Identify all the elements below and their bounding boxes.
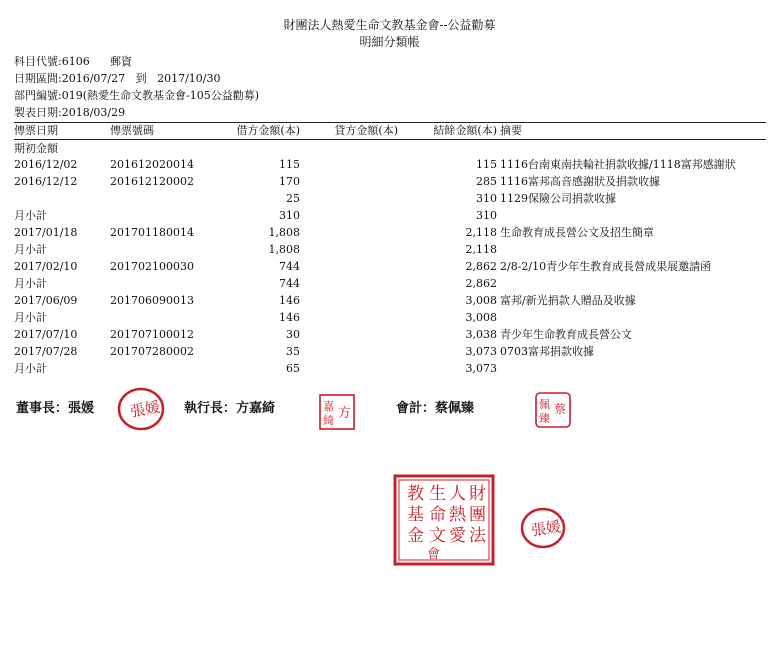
header-bottom-rule bbox=[14, 139, 766, 140]
row-debit: 146 bbox=[279, 311, 300, 324]
row-debit: 115 bbox=[279, 158, 300, 171]
svg-text:張媛: 張媛 bbox=[530, 517, 563, 540]
date-range: 日期區間:2016/07/27 到 2017/10/30 bbox=[14, 72, 221, 85]
row-debit: 744 bbox=[279, 260, 300, 273]
print-date: 製表日期:2018/03/29 bbox=[14, 106, 126, 119]
svg-text:人: 人 bbox=[449, 484, 466, 504]
svg-text:綺: 綺 bbox=[323, 414, 334, 427]
chairman-signature: 董事長：張媛 bbox=[16, 401, 95, 416]
row-balance: 285 bbox=[476, 175, 497, 188]
row-voucher: 201707280002 bbox=[110, 345, 194, 358]
col-header-voucher: 傳票號碼 bbox=[110, 124, 154, 137]
row-balance: 115 bbox=[476, 158, 497, 171]
svg-text:文: 文 bbox=[429, 526, 446, 546]
row-debit: 170 bbox=[279, 175, 300, 188]
row-debit: 1,808 bbox=[268, 243, 300, 256]
col-header-memo: 摘要 bbox=[500, 124, 522, 137]
row-memo: 1116台南東南扶輪社捐款收據/1118富邦感謝狀 bbox=[500, 158, 736, 171]
svg-text:愛: 愛 bbox=[449, 526, 466, 546]
svg-text:蔡: 蔡 bbox=[554, 402, 567, 416]
row-date: 2017/07/28 bbox=[14, 345, 78, 358]
row-debit: 310 bbox=[279, 209, 300, 222]
ceo-signature: 執行長：方嘉綺 bbox=[184, 401, 276, 416]
row-memo: 富邦/新光捐款人贈品及收據 bbox=[500, 294, 636, 307]
svg-text:會: 會 bbox=[427, 547, 441, 562]
row-date: 2017/01/18 bbox=[14, 226, 78, 239]
account-code: 科目代號:6106 bbox=[14, 55, 90, 68]
row-voucher: 201612020014 bbox=[110, 158, 194, 171]
row-debit: 65 bbox=[286, 362, 300, 375]
row-date: 2017/07/10 bbox=[14, 328, 78, 341]
row-voucher: 201612120002 bbox=[110, 175, 194, 188]
row-memo: 0703富邦捐款收據 bbox=[500, 345, 594, 358]
row-balance: 2,862 bbox=[465, 277, 497, 290]
col-header-debit: 借方金額(本) bbox=[236, 124, 300, 137]
row-date: 2016/12/12 bbox=[14, 175, 78, 188]
row-date: 月小計 bbox=[14, 243, 47, 256]
row-date: 2016/12/02 bbox=[14, 158, 78, 171]
row-balance: 3,073 bbox=[465, 345, 497, 358]
row-date: 2017/06/09 bbox=[14, 294, 78, 307]
row-date: 月小計 bbox=[14, 277, 47, 290]
row-debit: 30 bbox=[286, 328, 300, 341]
svg-text:財: 財 bbox=[469, 484, 486, 504]
chairman-seal-repeat bbox=[518, 505, 568, 551]
col-header-credit: 貸方金額(本) bbox=[334, 124, 398, 137]
row-memo: 生命教育成長營公文及招生簡章 bbox=[500, 226, 654, 239]
svg-text:嘉: 嘉 bbox=[323, 400, 334, 413]
row-memo: 2/8-2/10青少年生教育成長營成果展邀請函 bbox=[500, 260, 712, 273]
account-name: 郵資 bbox=[110, 55, 132, 68]
row-balance: 2,118 bbox=[465, 243, 497, 256]
row-balance: 2,862 bbox=[465, 260, 497, 273]
organization-seal bbox=[393, 474, 495, 566]
row-debit: 146 bbox=[279, 294, 300, 307]
col-header-balance: 結餘金額(本) bbox=[433, 124, 497, 137]
document-title: 財團法人熱愛生命文教基金會--公益勸募 bbox=[283, 18, 496, 32]
department: 部門編號:019(熱愛生命文教基金會-105公益勸募) bbox=[14, 89, 259, 102]
opening-balance-label: 期初金額 bbox=[14, 142, 58, 155]
accountant-signature: 會計：蔡佩臻 bbox=[396, 401, 475, 416]
row-date: 2017/02/10 bbox=[14, 260, 78, 273]
col-header-date: 傳票日期 bbox=[14, 124, 58, 137]
svg-text:佩: 佩 bbox=[539, 398, 550, 411]
row-voucher: 201702100030 bbox=[110, 260, 194, 273]
row-balance: 3,073 bbox=[465, 362, 497, 375]
header-top-rule bbox=[14, 122, 766, 123]
row-debit: 744 bbox=[279, 277, 300, 290]
row-memo: 1116富邦高音感謝狀及捐款收據 bbox=[500, 175, 660, 188]
row-balance: 2,118 bbox=[465, 226, 497, 239]
row-balance: 3,038 bbox=[465, 328, 497, 341]
svg-text:方: 方 bbox=[338, 406, 352, 421]
svg-text:命: 命 bbox=[429, 505, 446, 525]
row-debit: 35 bbox=[286, 345, 300, 358]
row-balance: 3,008 bbox=[465, 294, 497, 307]
ceo-seal bbox=[318, 393, 356, 431]
row-debit: 25 bbox=[286, 192, 300, 205]
row-date: 月小計 bbox=[14, 362, 47, 375]
row-voucher: 201706090013 bbox=[110, 294, 194, 307]
svg-text:熱: 熱 bbox=[449, 505, 466, 525]
row-debit: 1,808 bbox=[268, 226, 300, 239]
row-balance: 3,008 bbox=[465, 311, 497, 324]
svg-text:臻: 臻 bbox=[539, 412, 550, 425]
svg-text:張媛: 張媛 bbox=[128, 397, 162, 421]
row-balance: 310 bbox=[476, 209, 497, 222]
row-voucher: 201707100012 bbox=[110, 328, 194, 341]
accountant-seal bbox=[534, 391, 572, 429]
document-subtitle: 明細分類帳 bbox=[359, 35, 420, 49]
svg-text:生: 生 bbox=[429, 484, 446, 504]
row-date: 月小計 bbox=[14, 209, 47, 222]
svg-text:金: 金 bbox=[407, 526, 424, 546]
chairman-seal bbox=[116, 385, 166, 433]
svg-text:團: 團 bbox=[469, 505, 486, 525]
svg-text:基: 基 bbox=[407, 505, 424, 525]
row-memo: 青少年生命教育成長營公文 bbox=[500, 328, 632, 341]
row-memo: 1129保險公司捐款收據 bbox=[500, 192, 616, 205]
row-balance: 310 bbox=[476, 192, 497, 205]
row-date: 月小計 bbox=[14, 311, 47, 324]
row-voucher: 201701180014 bbox=[110, 226, 194, 239]
svg-text:法: 法 bbox=[469, 526, 486, 546]
svg-text:教: 教 bbox=[407, 484, 424, 504]
